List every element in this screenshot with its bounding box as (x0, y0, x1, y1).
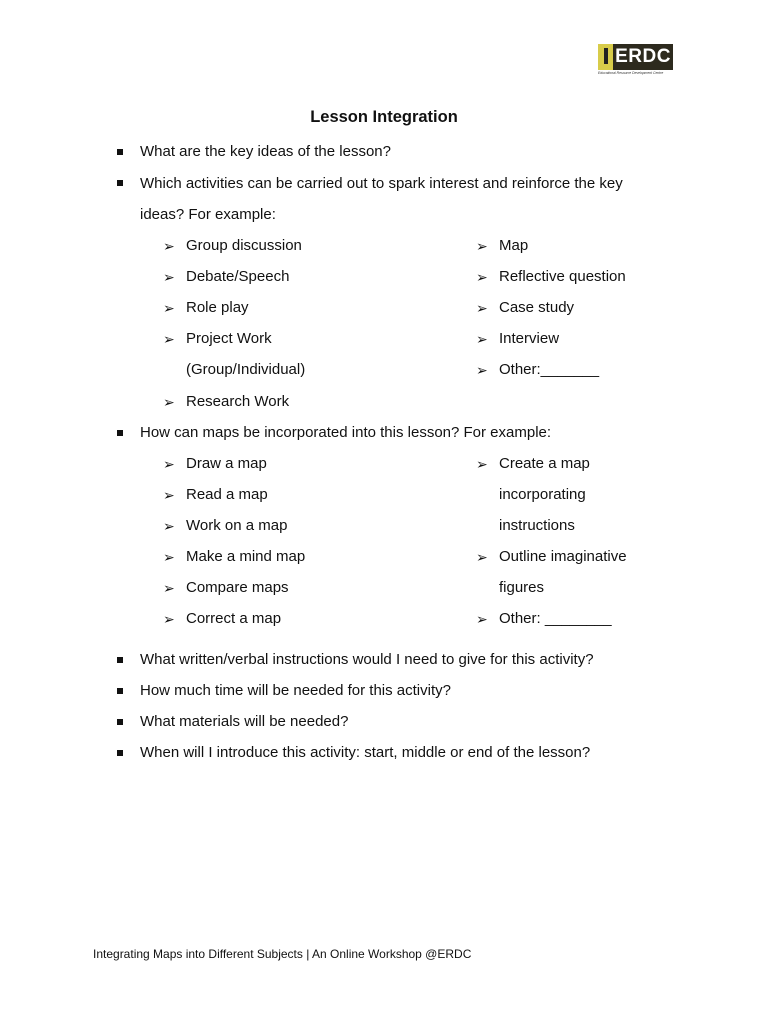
list-item: Make a mind map (186, 548, 306, 565)
arrow-bullet-icon: ➢ (476, 269, 488, 285)
arrow-bullet-icon: ➢ (476, 331, 488, 347)
question-materials: What materials will be needed? (140, 713, 349, 730)
list-item: Reflective question (499, 268, 626, 285)
square-bullet-icon (117, 719, 123, 725)
arrow-bullet-icon: ➢ (163, 580, 175, 596)
list-item-continuation: instructions (499, 517, 575, 534)
square-bullet-icon (117, 657, 123, 663)
question-instructions: What written/verbal instructions would I need to give for this activity? (140, 651, 594, 668)
arrow-bullet-icon: ➢ (163, 456, 175, 472)
arrow-bullet-icon: ➢ (163, 238, 175, 254)
list-item-continuation: figures (499, 579, 545, 596)
question-maps: How can maps be incorporated into this lesson? For example: (140, 424, 552, 441)
question-timing: When will I introduce this activity: start, middle or end of the lesson? (140, 744, 591, 761)
list-item: Read a map (186, 486, 268, 503)
page-title: Lesson Integration (310, 108, 458, 126)
list-item: Map (499, 237, 529, 254)
arrow-bullet-icon: ➢ (163, 269, 175, 285)
arrow-bullet-icon: ➢ (476, 611, 488, 627)
list-item: Draw a map (186, 455, 267, 472)
list-item: Correct a map (186, 610, 282, 627)
list-item: Debate/Speech (186, 268, 290, 285)
arrow-bullet-icon: ➢ (163, 487, 175, 503)
arrow-bullet-icon: ➢ (476, 362, 488, 378)
list-item: Role play (186, 299, 249, 316)
arrow-bullet-icon: ➢ (163, 611, 175, 627)
arrow-bullet-icon: ➢ (476, 549, 488, 565)
question-activities-line1: Which activities can be carried out to spark interest and reinforce the key (140, 175, 623, 192)
arrow-bullet-icon: ➢ (163, 549, 175, 565)
list-item: Project Work (186, 330, 272, 347)
list-item: Other: ________ (499, 610, 612, 627)
question-activities-line2: ideas? For example: (140, 206, 276, 223)
list-item: Group discussion (186, 237, 302, 254)
square-bullet-icon (117, 430, 123, 436)
arrow-bullet-icon: ➢ (163, 394, 175, 410)
list-item-continuation: incorporating (499, 486, 586, 503)
logo-subtitle: Educational Resource Development Centre (598, 71, 664, 75)
arrow-bullet-icon: ➢ (163, 331, 175, 347)
list-item: Other:_______ (499, 361, 600, 378)
logo-text: ERDC (613, 44, 673, 70)
question-key-ideas: What are the key ideas of the lesson? (140, 143, 391, 160)
page-footer: Integrating Maps into Different Subjects | An Online Workshop @ERDC (93, 947, 472, 961)
square-bullet-icon (117, 149, 123, 155)
pen-logo-icon (598, 44, 614, 70)
list-item-continuation: (Group/Individual) (186, 361, 306, 378)
erdc-logo (598, 42, 676, 78)
arrow-bullet-icon: ➢ (476, 238, 488, 254)
list-item: Interview (499, 330, 560, 347)
list-item: Compare maps (186, 579, 289, 596)
square-bullet-icon (117, 688, 123, 694)
list-item: Outline imaginative (499, 548, 627, 565)
arrow-bullet-icon: ➢ (476, 300, 488, 316)
question-time: How much time will be needed for this activity? (140, 682, 451, 699)
square-bullet-icon (117, 180, 123, 186)
arrow-bullet-icon: ➢ (163, 300, 175, 316)
list-item: Work on a map (186, 517, 288, 534)
list-item: Research Work (186, 393, 290, 410)
square-bullet-icon (117, 750, 123, 756)
arrow-bullet-icon: ➢ (163, 518, 175, 534)
list-item: Case study (499, 299, 575, 316)
list-item: Create a map (499, 455, 590, 472)
arrow-bullet-icon: ➢ (476, 456, 488, 472)
